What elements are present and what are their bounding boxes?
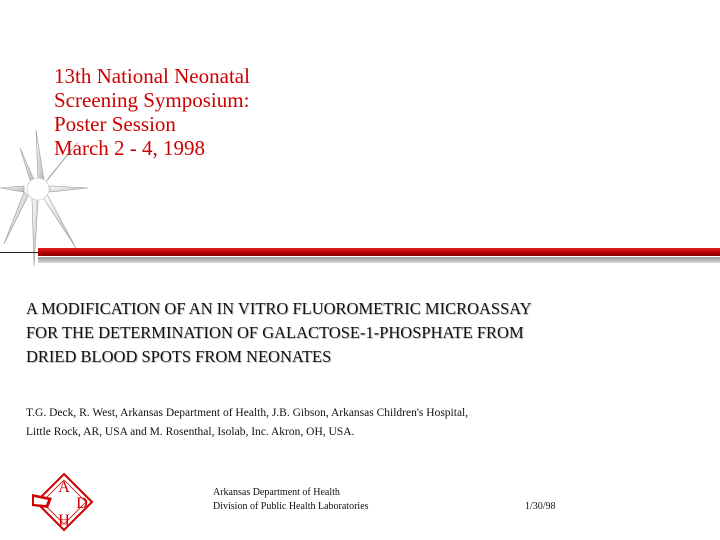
logo-letter-h: H — [58, 512, 70, 529]
event-title-line: 13th National Neonatal — [54, 64, 250, 88]
poster-title-line: A MODIFICATION OF AN IN VITRO FLUOROMETRIC MICROASSAY — [26, 299, 532, 318]
logo-letter-a: A — [58, 479, 70, 496]
poster-title-line: FOR THE DETERMINATION OF GALACTOSE-1-PHOSPHATE FROM — [26, 323, 524, 342]
footer-org-line: Division of Public Health Laboratories — [213, 501, 369, 512]
event-title-line: Screening Symposium: — [54, 88, 250, 112]
adh-logo — [30, 472, 102, 540]
footer-date: 1/30/98 — [525, 501, 556, 512]
footer-org-line: Arkansas Department of Health — [213, 487, 340, 498]
divider-bar — [38, 248, 720, 256]
author-line: T.G. Deck, R. West, Arkansas Department of Health, J.B. Gibson, Arkansas Children's Hospital, — [26, 407, 469, 419]
author-list — [26, 404, 468, 442]
divider-line — [0, 252, 40, 253]
event-date: March 2 - 4, 1998 — [54, 136, 206, 160]
poster-title-line: DRIED BLOOD SPOTS FROM NEONATES — [26, 347, 332, 366]
author-line: Little Rock, AR, USA and M. Rosenthal, Isolab, Inc. Akron, OH, USA. — [26, 426, 355, 438]
logo-letter-d: D — [76, 495, 88, 512]
footer-organization — [213, 486, 369, 514]
divider-shadow — [38, 257, 720, 263]
poster-title — [26, 297, 532, 369]
title-divider — [0, 244, 720, 272]
event-title — [54, 64, 250, 160]
event-title-line: Poster Session — [54, 112, 176, 136]
